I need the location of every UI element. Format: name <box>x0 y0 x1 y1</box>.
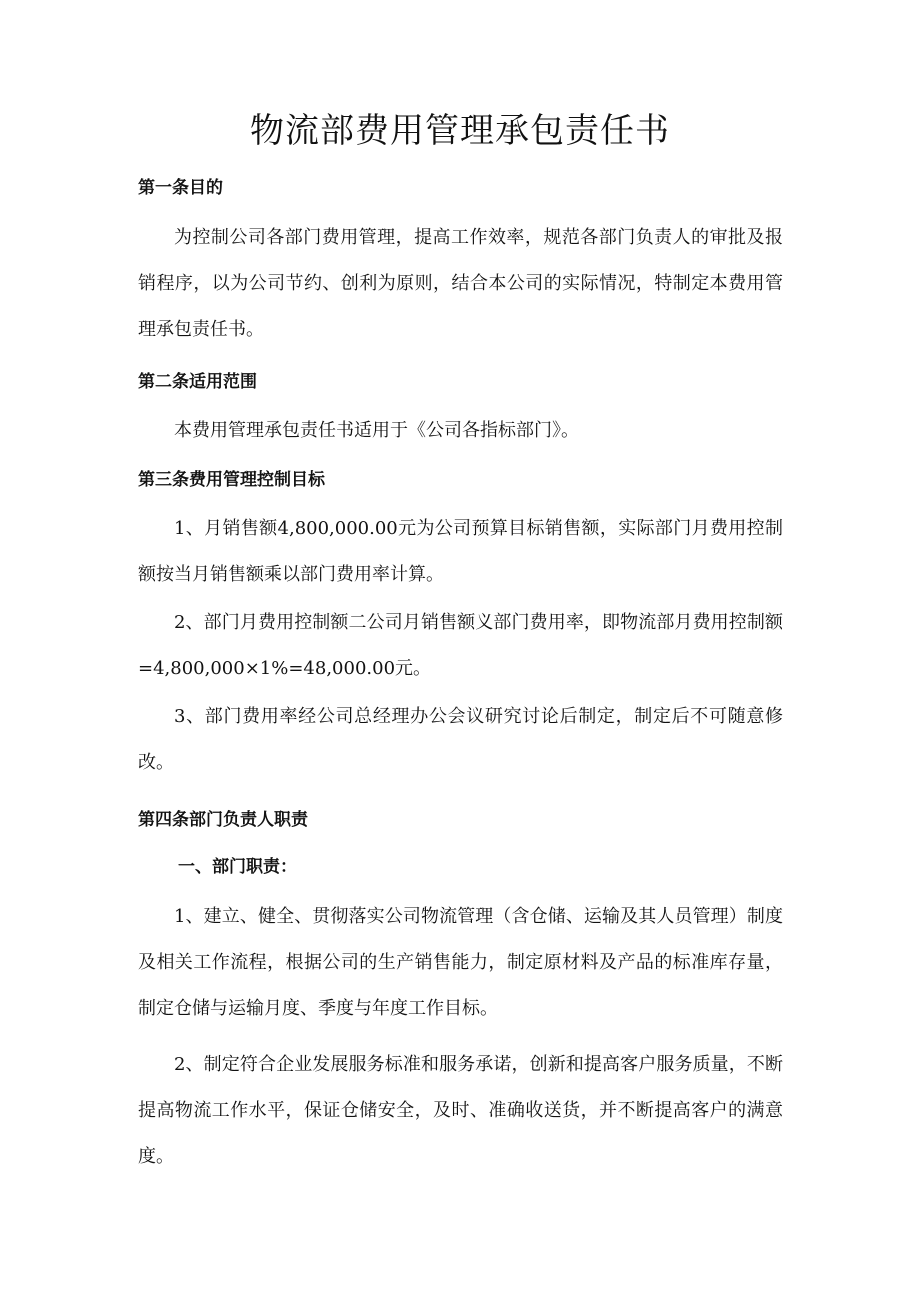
section-heading-purpose: 第一条目的 <box>138 178 223 198</box>
section-heading-scope: 第二条适用范围 <box>138 372 257 392</box>
paragraph-scope: 本费用管理承包责任书适用于《公司各指标部门》。 <box>174 420 579 441</box>
paragraph-duty-2: 2、制定符合企业发展服务标准和服务承诺，创新和提高客户服务质量，不断提高物流工作水平，保证仓储安全，及时、准确收送货，并不断提高客户的满意度。 <box>138 1054 783 1167</box>
section-heading-duties: 第四条部门负责人职责 <box>138 810 308 830</box>
document-title: 物流部费用管理承包责任书 <box>250 111 670 151</box>
section-heading-targets: 第三条费用管理控制目标 <box>138 470 325 490</box>
paragraph-target-2: 2、部门月费用控制额二公司月销售额义部门费用率，即物流部月费用控制额=4,800,000×1%=48,000.00元。 <box>138 612 783 679</box>
paragraph-duty-1: 1、建立、健全、贯彻落实公司物流管理（含仓储、运输及其人员管理）制度及相关工作流程，根据公司的生产销售能力，制定原材料及产品的标准库存量，制定仓储与运输月度、季度与年度工作目标。 <box>138 906 783 1019</box>
paragraph-purpose: 为控制公司各部门费用管理，提高工作效率，规范各部门负责人的审批及报销程序，以为公司节约、创利为原则，结合本公司的实际情况，特制定本费用管理承包责任书。 <box>138 227 783 340</box>
paragraph-target-3: 3、部门费用率经公司总经理办公会议研究讨论后制定，制定后不可随意修改。 <box>138 706 783 773</box>
subheading-department-duties: 一、部门职责： <box>178 857 297 877</box>
paragraph-target-1: 1、月销售额4,800,000.00元为公司预算目标销售额，实际部门月费用控制额按当月销售额乘以部门费用率计算。 <box>138 518 783 585</box>
